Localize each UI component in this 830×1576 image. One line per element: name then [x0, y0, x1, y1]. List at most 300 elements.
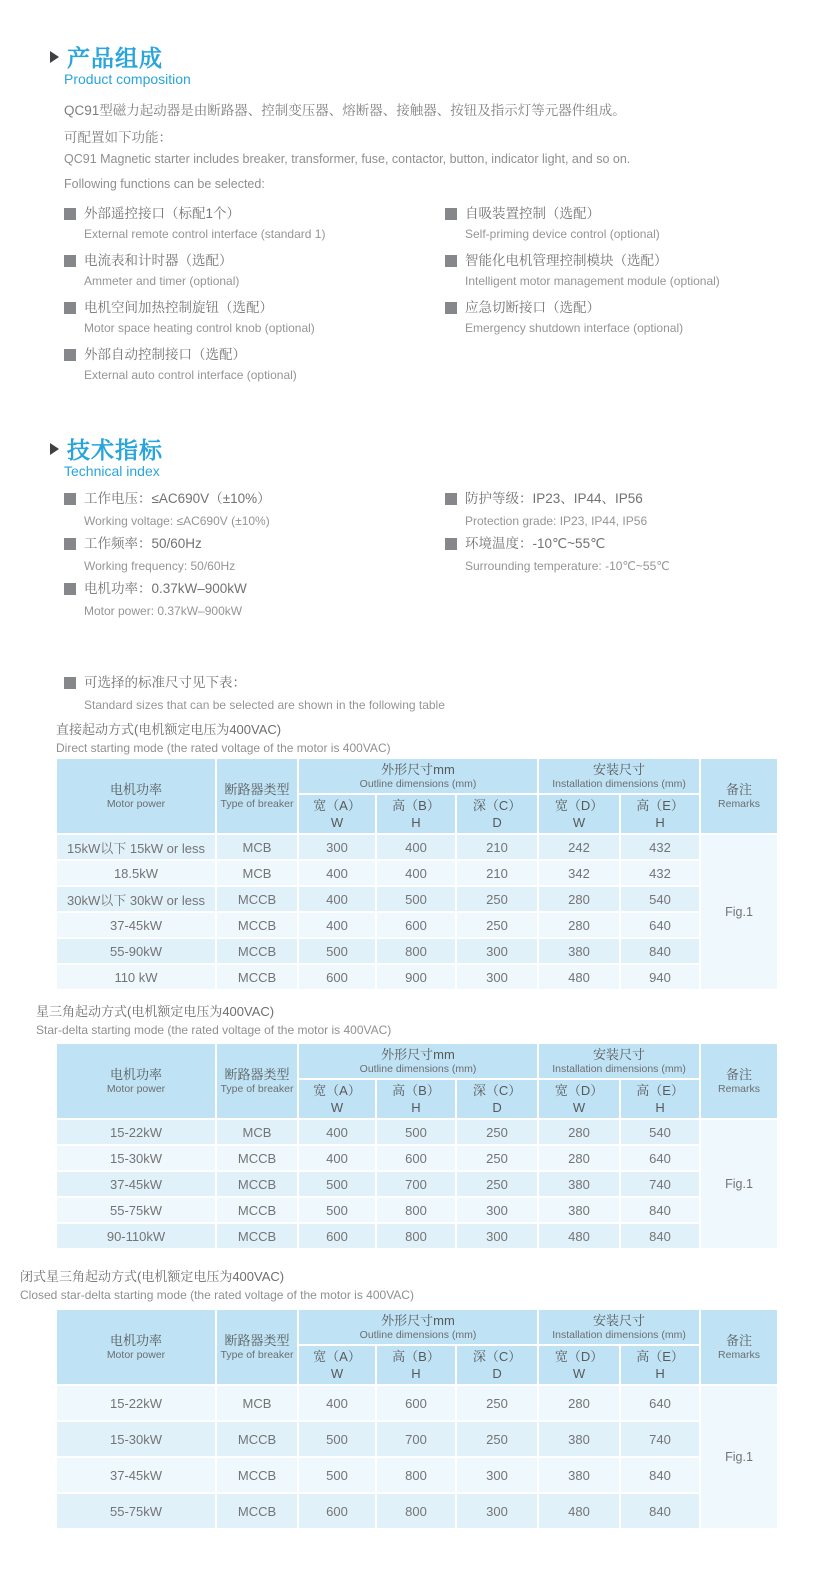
- bullet-square-icon: [445, 493, 457, 505]
- cell-breaker-type: MCCB: [216, 886, 298, 912]
- bullet-square-icon: [64, 208, 76, 220]
- closed-star-delta-table: [55, 1308, 779, 1530]
- header-installation-dimensions: [538, 1309, 700, 1345]
- cell-height-e: 840: [620, 938, 700, 964]
- header-motor-power-zh: 电机功率: [109, 1333, 162, 1348]
- header-installation-dimensions-en: Installation dimensions (mm): [552, 1063, 686, 1075]
- cell-motor-power: 18.5kW: [56, 860, 216, 886]
- header-width-a-letter: W: [330, 1100, 344, 1115]
- header-width-a-letter: W: [330, 1366, 344, 1381]
- cell-width-d: 380: [538, 1197, 620, 1223]
- header-breaker-type-en: Type of breaker: [220, 1083, 294, 1095]
- header-height-b-letter: H: [411, 1100, 421, 1115]
- feature-item-line-zh: [64, 344, 429, 365]
- table-header-group-row: [56, 758, 778, 794]
- cell-height-b: 800: [376, 938, 456, 964]
- table-intro-zh: 闭式星三角起动方式(电机额定电压为400VAC): [20, 1269, 285, 1284]
- spec-item-line-zh: [445, 532, 790, 555]
- product-composition-header: [50, 40, 163, 73]
- header-depth-c-zh: 深（C）: [472, 1083, 522, 1098]
- cell-width-d: 380: [538, 1457, 620, 1493]
- spec-item-text-zh: 防护等级：IP23、IP44、IP56: [465, 491, 643, 506]
- header-width-a: [298, 794, 376, 834]
- table-intro-zh: 直接起动方式(电机额定电压为400VAC): [56, 722, 282, 737]
- intro-paragraph-en-1: QC91 Magnetic starter includes breaker, transformer, fuse, contactor, button, indicator light, and so on.: [64, 152, 631, 166]
- cell-height-e: 740: [620, 1421, 700, 1457]
- feature-item-text-zh: 智能化电机管理控制模块（选配）: [465, 253, 668, 268]
- header-height-b: [376, 1079, 456, 1119]
- cell-width-a: 400: [298, 912, 376, 938]
- cell-height-e: 840: [620, 1493, 700, 1529]
- feature-item-text-en: Self-priming device control (optional): [465, 227, 660, 241]
- spec-item: [445, 532, 790, 577]
- cell-height-b: 900: [376, 964, 456, 990]
- table-intro-en: Closed star-delta starting mode (the rated voltage of the motor is 400VAC): [20, 1288, 414, 1302]
- spec-item: [64, 577, 429, 622]
- cell-breaker-type: MCCB: [216, 1421, 298, 1457]
- header-height-e: [620, 1345, 700, 1385]
- cell-height-b: 400: [376, 860, 456, 886]
- cell-depth-c: 300: [456, 1493, 538, 1529]
- cell-width-d: 380: [538, 938, 620, 964]
- bullet-square-icon: [64, 538, 76, 550]
- header-width-d-letter: W: [572, 815, 586, 830]
- cell-breaker-type: MCCB: [216, 938, 298, 964]
- spec-item-text-en: Working frequency: 50/60Hz: [84, 559, 236, 573]
- header-breaker-type-zh: 断路器类型: [224, 1067, 290, 1082]
- cell-height-e: 640: [620, 1385, 700, 1421]
- spec-item-text-zh: 电机功率：0.37kW–900kW: [84, 581, 247, 596]
- feature-item-text-zh: 电流表和计时器（选配）: [84, 253, 233, 268]
- header-motor-power: [56, 758, 216, 834]
- cell-depth-c: 250: [456, 1421, 538, 1457]
- header-depth-c-zh: 深（C）: [472, 798, 522, 813]
- bullet-square-icon: [445, 208, 457, 220]
- header-width-d-zh: 宽（D）: [554, 1083, 604, 1098]
- header-breaker-type: [216, 1309, 298, 1385]
- header-depth-c-letter: D: [492, 815, 502, 830]
- header-width-d-letter: W: [572, 1366, 586, 1381]
- cell-motor-power: 15kW以下 15kW or less: [56, 834, 216, 860]
- note-item-text-zh: 可选择的标准尺寸见下表：: [84, 675, 246, 690]
- table-row: [56, 912, 778, 938]
- header-remarks-en: Remarks: [718, 798, 761, 810]
- header-breaker-type: [216, 758, 298, 834]
- cell-width-d: 280: [538, 912, 620, 938]
- header-depth-c-zh: 深（C）: [472, 1349, 522, 1364]
- star-delta-table-intro: [36, 1002, 391, 1040]
- bullet-square-icon: [64, 302, 76, 314]
- features-right-column: [445, 203, 790, 344]
- cell-height-b: 800: [376, 1223, 456, 1249]
- header-breaker-type-en: Type of breaker: [220, 1349, 294, 1361]
- features-left-column: [64, 203, 429, 391]
- header-height-b: [376, 1345, 456, 1385]
- cell-motor-power: 15-22kW: [56, 1119, 216, 1145]
- spec-item-line-zh: [64, 532, 429, 555]
- header-outline-dimensions-en: Outline dimensions (mm): [359, 1063, 477, 1075]
- spec-item-line-zh: [445, 487, 790, 510]
- cell-width-a: 400: [298, 1145, 376, 1171]
- header-depth-c: [456, 1345, 538, 1385]
- cell-height-b: 500: [376, 886, 456, 912]
- feature-item-line-zh: [64, 297, 429, 318]
- specs-right-column: [445, 487, 790, 577]
- feature-item-text-en: External remote control interface (standard 1): [84, 227, 326, 241]
- cell-motor-power: 37-45kW: [56, 1457, 216, 1493]
- table-intro-zh: 星三角起动方式(电机额定电压为400VAC): [36, 1004, 275, 1019]
- cell-depth-c: 300: [456, 938, 538, 964]
- spec-item-line-zh: [64, 577, 429, 600]
- spec-item-text-zh: 工作频率：50/60Hz: [84, 536, 202, 551]
- cell-height-b: 600: [376, 1385, 456, 1421]
- feature-item-line-zh: [64, 203, 429, 224]
- cell-height-b: 600: [376, 912, 456, 938]
- cell-motor-power: 15-30kW: [56, 1145, 216, 1171]
- feature-item: [64, 344, 429, 386]
- product-composition-title-en: Product composition: [64, 71, 191, 87]
- feature-item-line-zh: [445, 250, 790, 271]
- bullet-square-icon: [64, 493, 76, 505]
- cell-width-d: 480: [538, 1223, 620, 1249]
- header-height-b-letter: H: [411, 815, 421, 830]
- spec-item-text-zh: 工作电压：≤AC690V（±10%）: [84, 491, 271, 506]
- header-height-e-letter: H: [655, 1366, 665, 1381]
- spec-item: [64, 532, 429, 577]
- header-motor-power-en: Motor power: [106, 1083, 166, 1095]
- cell-width-a: 600: [298, 964, 376, 990]
- cell-depth-c: 210: [456, 834, 538, 860]
- cell-height-e: 640: [620, 1145, 700, 1171]
- cell-breaker-type: MCCB: [216, 912, 298, 938]
- header-depth-c: [456, 1079, 538, 1119]
- cell-height-b: 800: [376, 1197, 456, 1223]
- header-installation-dimensions-zh: 安装尺寸: [593, 1047, 646, 1062]
- technical-index-title-en: Technical index: [64, 463, 160, 479]
- header-installation-dimensions: [538, 758, 700, 794]
- cell-motor-power: 37-45kW: [56, 1171, 216, 1197]
- feature-item: [445, 203, 790, 245]
- bullet-square-icon: [445, 538, 457, 550]
- header-motor-power-en: Motor power: [106, 798, 166, 810]
- table-row: [56, 1385, 778, 1421]
- cell-width-a: 400: [298, 886, 376, 912]
- feature-item-text-zh: 外部遥控接口（标配1个）: [84, 206, 241, 221]
- header-height-e-letter: H: [655, 815, 665, 830]
- cell-height-b: 700: [376, 1421, 456, 1457]
- cell-depth-c: 250: [456, 1145, 538, 1171]
- header-installation-dimensions-en: Installation dimensions (mm): [552, 1329, 686, 1341]
- header-motor-power: [56, 1309, 216, 1385]
- feature-item: [445, 297, 790, 339]
- header-width-a-zh: 宽（A）: [313, 1349, 361, 1364]
- cell-width-d: 480: [538, 964, 620, 990]
- header-installation-dimensions-en: Installation dimensions (mm): [552, 778, 686, 790]
- feature-item: [64, 203, 429, 245]
- table-row: [56, 834, 778, 860]
- header-width-a-letter: W: [330, 815, 344, 830]
- header-height-b-zh: 高（B）: [392, 1349, 440, 1364]
- cell-width-d: 280: [538, 1119, 620, 1145]
- table-row: [56, 886, 778, 912]
- cell-height-b: 800: [376, 1457, 456, 1493]
- cell-height-e: 740: [620, 1171, 700, 1197]
- bullet-square-icon: [64, 583, 76, 595]
- cell-width-a: 400: [298, 860, 376, 886]
- header-height-e: [620, 794, 700, 834]
- technical-index-header: [50, 432, 163, 465]
- cell-breaker-type: MCCB: [216, 1223, 298, 1249]
- cell-remarks: Fig.1: [700, 834, 778, 990]
- header-remarks-en: Remarks: [718, 1083, 761, 1095]
- star-delta-table: [55, 1042, 779, 1250]
- cell-height-b: 800: [376, 1493, 456, 1529]
- cell-motor-power: 55-75kW: [56, 1493, 216, 1529]
- cell-depth-c: 210: [456, 860, 538, 886]
- header-width-d: [538, 1345, 620, 1385]
- table-row: [56, 964, 778, 990]
- header-height-b-letter: H: [411, 1366, 421, 1381]
- cell-height-b: 700: [376, 1171, 456, 1197]
- table-row: [56, 1493, 778, 1529]
- cell-breaker-type: MCCB: [216, 1197, 298, 1223]
- cell-depth-c: 300: [456, 1457, 538, 1493]
- cell-width-a: 500: [298, 1457, 376, 1493]
- feature-item-text-zh: 外部自动控制接口（选配）: [84, 347, 246, 362]
- arrow-right-icon: [50, 443, 59, 455]
- header-depth-c: [456, 794, 538, 834]
- header-width-a: [298, 1345, 376, 1385]
- spec-item-text-en: Surrounding temperature: -10℃~55℃: [465, 559, 670, 573]
- cell-height-e: 840: [620, 1197, 700, 1223]
- direct-starting-table: [55, 757, 779, 991]
- note-item-line-zh: [64, 671, 664, 694]
- table-intro-en: Direct starting mode (the rated voltage of the motor is 400VAC): [56, 741, 391, 755]
- cell-width-d: 280: [538, 1385, 620, 1421]
- cell-motor-power: 37-45kW: [56, 912, 216, 938]
- cell-breaker-type: MCCB: [216, 1457, 298, 1493]
- header-depth-c-letter: D: [492, 1100, 502, 1115]
- bullet-square-icon: [64, 349, 76, 361]
- cell-width-d: 480: [538, 1493, 620, 1529]
- cell-width-a: 300: [298, 834, 376, 860]
- cell-depth-c: 250: [456, 886, 538, 912]
- cell-width-d: 380: [538, 1421, 620, 1457]
- cell-depth-c: 300: [456, 1197, 538, 1223]
- header-outline-dimensions: [298, 1309, 538, 1345]
- cell-breaker-type: MCCB: [216, 1171, 298, 1197]
- table-row: [56, 1223, 778, 1249]
- bullet-square-icon: [64, 677, 76, 689]
- bullet-square-icon: [64, 255, 76, 267]
- header-width-d: [538, 794, 620, 834]
- header-outline-dimensions-zh: 外形尺寸mm: [381, 1313, 455, 1328]
- table-intro-en: Star-delta starting mode (the rated voltage of the motor is 400VAC): [36, 1023, 392, 1037]
- bullet-square-icon: [445, 302, 457, 314]
- table-row: [56, 1119, 778, 1145]
- header-motor-power-zh: 电机功率: [109, 1067, 162, 1082]
- cell-depth-c: 250: [456, 1171, 538, 1197]
- header-breaker-type: [216, 1043, 298, 1119]
- header-installation-dimensions-zh: 安装尺寸: [593, 1313, 646, 1328]
- header-motor-power-zh: 电机功率: [109, 782, 162, 797]
- spec-item-text-zh: 环境温度：-10℃~55℃: [465, 536, 606, 551]
- table-row: [56, 860, 778, 886]
- header-width-a-zh: 宽（A）: [313, 798, 361, 813]
- cell-depth-c: 300: [456, 964, 538, 990]
- cell-breaker-type: MCCB: [216, 1493, 298, 1529]
- spec-item-text-en: Working voltage: ≤AC690V (±10%): [84, 514, 270, 528]
- feature-item: [445, 250, 790, 292]
- feature-item-text-zh: 应急切断接口（选配）: [465, 300, 600, 315]
- cell-motor-power: 55-75kW: [56, 1197, 216, 1223]
- header-height-e-zh: 高（E）: [636, 798, 684, 813]
- header-outline-dimensions-zh: 外形尺寸mm: [381, 1047, 455, 1062]
- intro-paragraph-en-2: Following functions can be selected:: [64, 177, 265, 191]
- note-item: [64, 671, 664, 716]
- header-motor-power: [56, 1043, 216, 1119]
- header-height-e-zh: 高（E）: [636, 1083, 684, 1098]
- cell-height-e: 640: [620, 912, 700, 938]
- spec-item-text-en: Motor power: 0.37kW–900kW: [84, 604, 243, 618]
- cell-remarks: Fig.1: [700, 1385, 778, 1529]
- header-remarks-zh: 备注: [726, 1333, 753, 1348]
- cell-breaker-type: MCCB: [216, 964, 298, 990]
- header-width-a-zh: 宽（A）: [313, 1083, 361, 1098]
- cell-width-a: 500: [298, 1421, 376, 1457]
- header-outline-dimensions: [298, 758, 538, 794]
- cell-height-e: 940: [620, 964, 700, 990]
- cell-depth-c: 250: [456, 1385, 538, 1421]
- feature-item: [64, 250, 429, 292]
- cell-height-e: 432: [620, 860, 700, 886]
- cell-breaker-type: MCB: [216, 860, 298, 886]
- cell-width-d: 380: [538, 1171, 620, 1197]
- table-header-group-row: [56, 1043, 778, 1079]
- table-row: [56, 938, 778, 964]
- cell-breaker-type: MCB: [216, 1385, 298, 1421]
- header-remarks-en: Remarks: [718, 1349, 761, 1361]
- header-width-d-zh: 宽（D）: [554, 1349, 604, 1364]
- specs-left-column: [64, 487, 429, 622]
- feature-item-line-zh: [445, 203, 790, 224]
- table-row: [56, 1421, 778, 1457]
- product-composition-title-zh: 产品组成: [67, 45, 163, 71]
- header-breaker-type-en: Type of breaker: [220, 798, 294, 810]
- spec-item: [445, 487, 790, 532]
- header-breaker-type-zh: 断路器类型: [224, 782, 290, 797]
- cell-height-b: 600: [376, 1145, 456, 1171]
- feature-item-text-en: External auto control interface (optional): [84, 368, 297, 382]
- header-height-e: [620, 1079, 700, 1119]
- feature-item-text-en: Intelligent motor management module (optional): [465, 274, 720, 288]
- cell-height-e: 840: [620, 1457, 700, 1493]
- cell-depth-c: 250: [456, 1119, 538, 1145]
- table-row: [56, 1145, 778, 1171]
- cell-width-d: 280: [538, 886, 620, 912]
- feature-item-text-en: Ammeter and timer (optional): [84, 274, 240, 288]
- feature-item-line-zh: [64, 250, 429, 271]
- table-row: [56, 1457, 778, 1493]
- header-height-b: [376, 794, 456, 834]
- table-row: [56, 1197, 778, 1223]
- cell-breaker-type: MCB: [216, 1119, 298, 1145]
- header-remarks-zh: 备注: [726, 1067, 753, 1082]
- spec-item: [64, 487, 429, 532]
- header-height-e-zh: 高（E）: [636, 1349, 684, 1364]
- cell-depth-c: 300: [456, 1223, 538, 1249]
- cell-height-e: 540: [620, 1119, 700, 1145]
- cell-height-e: 840: [620, 1223, 700, 1249]
- cell-height-e: 432: [620, 834, 700, 860]
- header-width-d-letter: W: [572, 1100, 586, 1115]
- note-item-text-en: Standard sizes that can be selected are shown in the following table: [84, 698, 445, 712]
- cell-breaker-type: MCCB: [216, 1145, 298, 1171]
- cell-height-e: 540: [620, 886, 700, 912]
- cell-height-b: 500: [376, 1119, 456, 1145]
- header-installation-dimensions-zh: 安装尺寸: [593, 762, 646, 777]
- feature-item: [64, 297, 429, 339]
- cell-width-a: 500: [298, 1171, 376, 1197]
- header-breaker-type-zh: 断路器类型: [224, 1333, 290, 1348]
- header-outline-dimensions-zh: 外形尺寸mm: [381, 762, 455, 777]
- spec-item-line-zh: [64, 487, 429, 510]
- header-width-d: [538, 1079, 620, 1119]
- header-depth-c-letter: D: [492, 1366, 502, 1381]
- standard-sizes-note: [64, 671, 664, 716]
- feature-item-text-zh: 自吸装置控制（选配）: [465, 206, 600, 221]
- cell-width-d: 280: [538, 1145, 620, 1171]
- header-width-a: [298, 1079, 376, 1119]
- cell-height-b: 400: [376, 834, 456, 860]
- cell-motor-power: 30kW以下 30kW or less: [56, 886, 216, 912]
- closed-star-delta-table-intro: [20, 1267, 414, 1305]
- table-header-group-row: [56, 1309, 778, 1345]
- header-height-e-letter: H: [655, 1100, 665, 1115]
- cell-motor-power: 15-22kW: [56, 1385, 216, 1421]
- cell-motor-power: 15-30kW: [56, 1421, 216, 1457]
- bullet-square-icon: [445, 255, 457, 267]
- cell-width-a: 500: [298, 938, 376, 964]
- header-remarks: [700, 758, 778, 834]
- cell-breaker-type: MCB: [216, 834, 298, 860]
- cell-remarks: Fig.1: [700, 1119, 778, 1249]
- header-motor-power-en: Motor power: [106, 1349, 166, 1361]
- intro-paragraph-zh-1: QC91型磁力起动器是由断路器、控制变压器、熔断器、接触器、按钮及指示灯等元器件组成。: [64, 103, 626, 118]
- cell-width-a: 600: [298, 1493, 376, 1529]
- direct-starting-table-intro: [56, 720, 391, 758]
- cell-width-a: 600: [298, 1223, 376, 1249]
- header-outline-dimensions: [298, 1043, 538, 1079]
- feature-item-text-en: Motor space heating control knob (optional): [84, 321, 315, 335]
- spec-item-text-en: Protection grade: IP23, IP44, IP56: [465, 514, 648, 528]
- header-height-b-zh: 高（B）: [392, 1083, 440, 1098]
- cell-depth-c: 250: [456, 912, 538, 938]
- feature-item-text-en: Emergency shutdown interface (optional): [465, 321, 684, 335]
- cell-motor-power: 110 kW: [56, 964, 216, 990]
- header-installation-dimensions: [538, 1043, 700, 1079]
- table-row: [56, 1171, 778, 1197]
- cell-width-a: 400: [298, 1119, 376, 1145]
- feature-item-text-zh: 电机空间加热控制旋钮（选配）: [84, 300, 273, 315]
- cell-width-a: 400: [298, 1385, 376, 1421]
- intro-paragraph-zh-2: 可配置如下功能：: [64, 130, 172, 145]
- header-outline-dimensions-en: Outline dimensions (mm): [359, 1329, 477, 1341]
- header-remarks: [700, 1309, 778, 1385]
- header-remarks: [700, 1043, 778, 1119]
- header-height-b-zh: 高（B）: [392, 798, 440, 813]
- arrow-right-icon: [50, 51, 59, 63]
